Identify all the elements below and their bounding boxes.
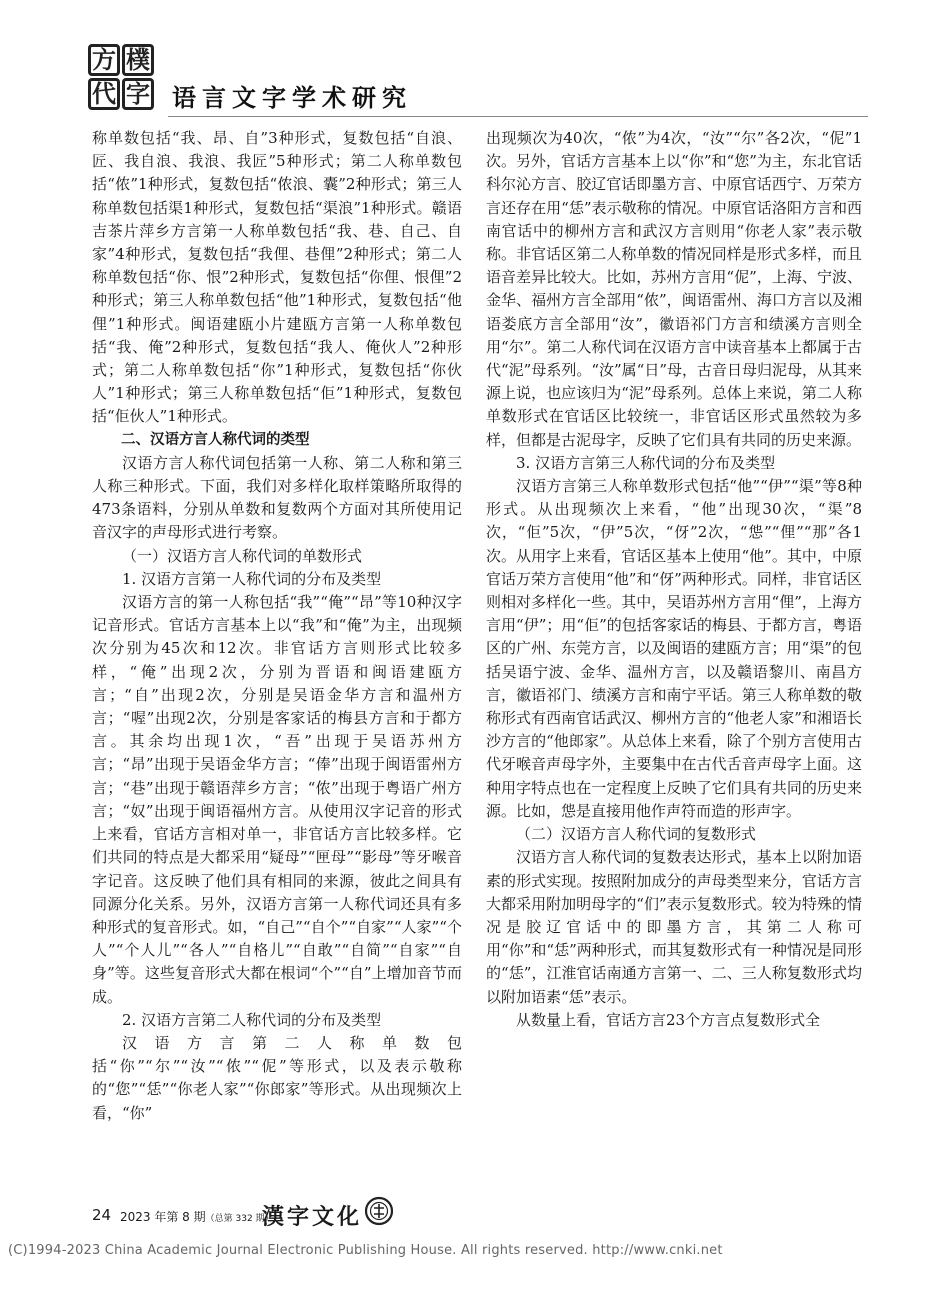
paragraph-continuation: 出现频次为40次，“侬”为4次，“汝”“尔”各2次，“伲”1次。另外，官话方言基本上以“你”和“您”为主，东北官话科尔沁方言、胶辽官话即墨方言、中原官话西宁、万荣方言还存在用“恁”表示敬称的情况。中原官话洛阳方言和西南官话中的柳州方言和武汉方言则用“你老人家”表示敬称。非官话区第二人称单数的情况同样是形式多样，而且语音差异比较大。比如，苏州方言用“伲”，上海、宁波、金华、福州方言全部用“侬”，闽语雷州、海口方言以及湘语娄底方言全部用“汝”，徽语祁门方言和绩溪方言则全用“尔”。第二人称代词在汉语方言中读音基本上都属于古代“泥”母系列。“汝”属“日”母，古音日母归泥母，从其来源上说，也应该归为“泥”母系列。总体上来说，第二人称单数形式在官话区比较统一，非官话区形式虽然较为多样，但都是古泥母字，反映了它们具有共同的历史来源。 <box>486 129 863 449</box>
magazine-name: 漢字文化 <box>262 1204 363 1230</box>
page-number: 24 <box>92 1206 112 1224</box>
subsection-heading: （二）汉语方言人称代词的复数形式 <box>516 825 757 844</box>
subsection-heading: 2. 汉语方言第二人称代词的分布及类型 <box>122 1010 382 1029</box>
paragraph: 汉语方言人称代词的复数表达形式，基本上以附加语素的形式实现。按照附加成分的声母类型来分，官话方言大都采用附加明母字的“们”表示复数形式。较为特殊的情况是胶辽官话中的即墨方言，其第二人称可用“你”和“恁”两种形式，而其复数形式有一种情况是同形的“恁”，江淮官话南通方言第一、二、三人称复数形式均以附加语素“恁”表示。 <box>486 848 862 1006</box>
journal-header <box>88 40 868 120</box>
logo-char: 代 <box>88 78 120 110</box>
logo-char: 字 <box>122 78 154 110</box>
paragraph: 汉语方言的第一人称包括“我”“俺”“昂”等10种汉字记音形式。官话方言基本上以“我”和“俺”为主，出现频次分别为45次和12次。非官话方言则形式比较多样，“俺”出现2次，分别为晋语和闽语建瓯方言；“自”出现2次，分别是吴语金华方言和温州方言；“喔”出现2次，分别是客家话的梅县方言和于都方言。其余均出现1次，“吾”出现于吴语苏州方言；“昂”出现于吴语金华方言；“俸”出现于闽语雷州方言；“巷”出现于赣语萍乡方言；“侬”出现于粤语广州方言；“奴”出现于闽语福州方言。从使用汉字记音的形式上来看，官话方言相对单一，非官话方言比较多样。它们共同的特点是大都采用“疑母”“匣母”“影母”等牙喉音字记音。这反映了他们具有相同的来源，彼此之间具有同源分化关系。另外，汉语方言第一人称代词还具有多种形式的复音形式。如，“自己”“自个”“自家”“人家”“个人”“个人儿”“各人”“自格儿”“自敢”“自简”“自家”“自身”等。这些复音形式大都在根词“个”“自”上增加音节而成。 <box>92 593 462 1006</box>
paragraph: 从数量上看，官话方言23个方言点复数形式全 <box>516 1010 821 1029</box>
subsection-heading: （一）汉语方言人称代词的单数形式 <box>122 546 363 565</box>
journal-logo <box>88 44 156 112</box>
paragraph-continuation: 称单数包括“我、昂、自”3种形式，复数包括“自浪、匠、我自浪、我浪、我匠”5种形式；第二人称单数包括“侬”1种形式，复数包括“侬浪、囊”2种形式；第三人称单数包括渠1种形式，复数包括“渠浪”1种形式。赣语吉茶片萍乡方言第一人称单数包括“我、巷、自己、自家”4种形式，复数包括“我俚、巷俚”2种形式；第二人称单数包括“你、恨”2种形式，复数包括“你俚、恨俚”2种形式；第三人称单数包括“他”1种形式，复数包括“他俚”1种形式。闽语建瓯小片建瓯方言第一人称单数包括“我、俺”2种形式，复数包括“我人、俺伙人”2种形式；第二人称单数包括“你”1种形式，复数包括“你伙人”1种形式；第三人称单数包括“佢”1种形式，复数包括“佢伙人”1种形式。 <box>92 129 462 426</box>
issue-info <box>120 1208 274 1225</box>
subsection-heading: 3. 汉语方言第三人称代词的分布及类型 <box>516 453 776 472</box>
subsection-heading: 1. 汉语方言第一人称代词的分布及类型 <box>122 569 382 588</box>
magazine-seal-icon <box>364 1196 394 1226</box>
page-footer <box>92 1202 492 1232</box>
right-column <box>486 127 862 1032</box>
paragraph: 汉语方言人称代词包括第一人称、第二人称和第三人称三种形式。下面，我们对多样化取样策略所取得的473条语料，分别从单数和复数两个方面对其所使用记音汉字的声母形式进行考察。 <box>92 453 462 542</box>
copyright-notice: (C)1994-2023 China Academic Journal Electronic Publishing House. All rights reserved. http://www.cnki.net <box>8 1243 723 1258</box>
issue-main: 2023 年第 8 期 <box>120 1210 206 1224</box>
section-title: 语言文字学术研究 <box>172 84 412 112</box>
left-column <box>92 127 462 1125</box>
paragraph: 汉语方言第三人称单数形式包括“他”“伊”“渠”等8种形式。从出现频次上来看，“他”出现30次，“渠”8次，“佢”5次，“伊”5次，“伢”2次，“怹”“俚”“那”各1次。从用字上来看，官话区基本上使用“他”。其中，中原官话万荣方言使用“他”和“伢”两种形式。同样，非官话区则相对多样化一些。其中，吴语苏州方言用“俚”，上海方言用“伊”；用“佢”的包括客家话的梅县、于都方言，粤语区的广州、东莞方言，以及闽语的建瓯方言；用“渠”的包括吴语宁波、金华、温州方言，以及赣语黎川、南昌方言，徽语祁门、绩溪方言和南宁平话。第三人称单数的敬称形式有西南官话武汉、柳州方言的“他老人家”和湘语长沙方言的“他郎家”。从总体上来看，除了个别方言使用古代牙喉音声母字外，主要集中在古代舌音声母字上面。这种用字特点也在一定程度上反映了它们具有共同的历史来源。比如，怹是直接用他作声符而造的形声字。 <box>486 477 862 820</box>
logo-char: 樸 <box>122 44 154 76</box>
header-divider <box>168 116 868 117</box>
section-heading: 二、汉语方言人称代词的类型 <box>121 431 310 448</box>
issue-total: （总第 332 期） <box>205 1214 274 1224</box>
logo-char: 方 <box>88 44 120 76</box>
paragraph: 汉语方言第二人称单数包括“你”“尔”“汝”“侬”“伲”等形式，以及表示敬称的“您”“恁”“你老人家”“你郎家”等形式。从出现频次上看，“你” <box>92 1033 462 1122</box>
